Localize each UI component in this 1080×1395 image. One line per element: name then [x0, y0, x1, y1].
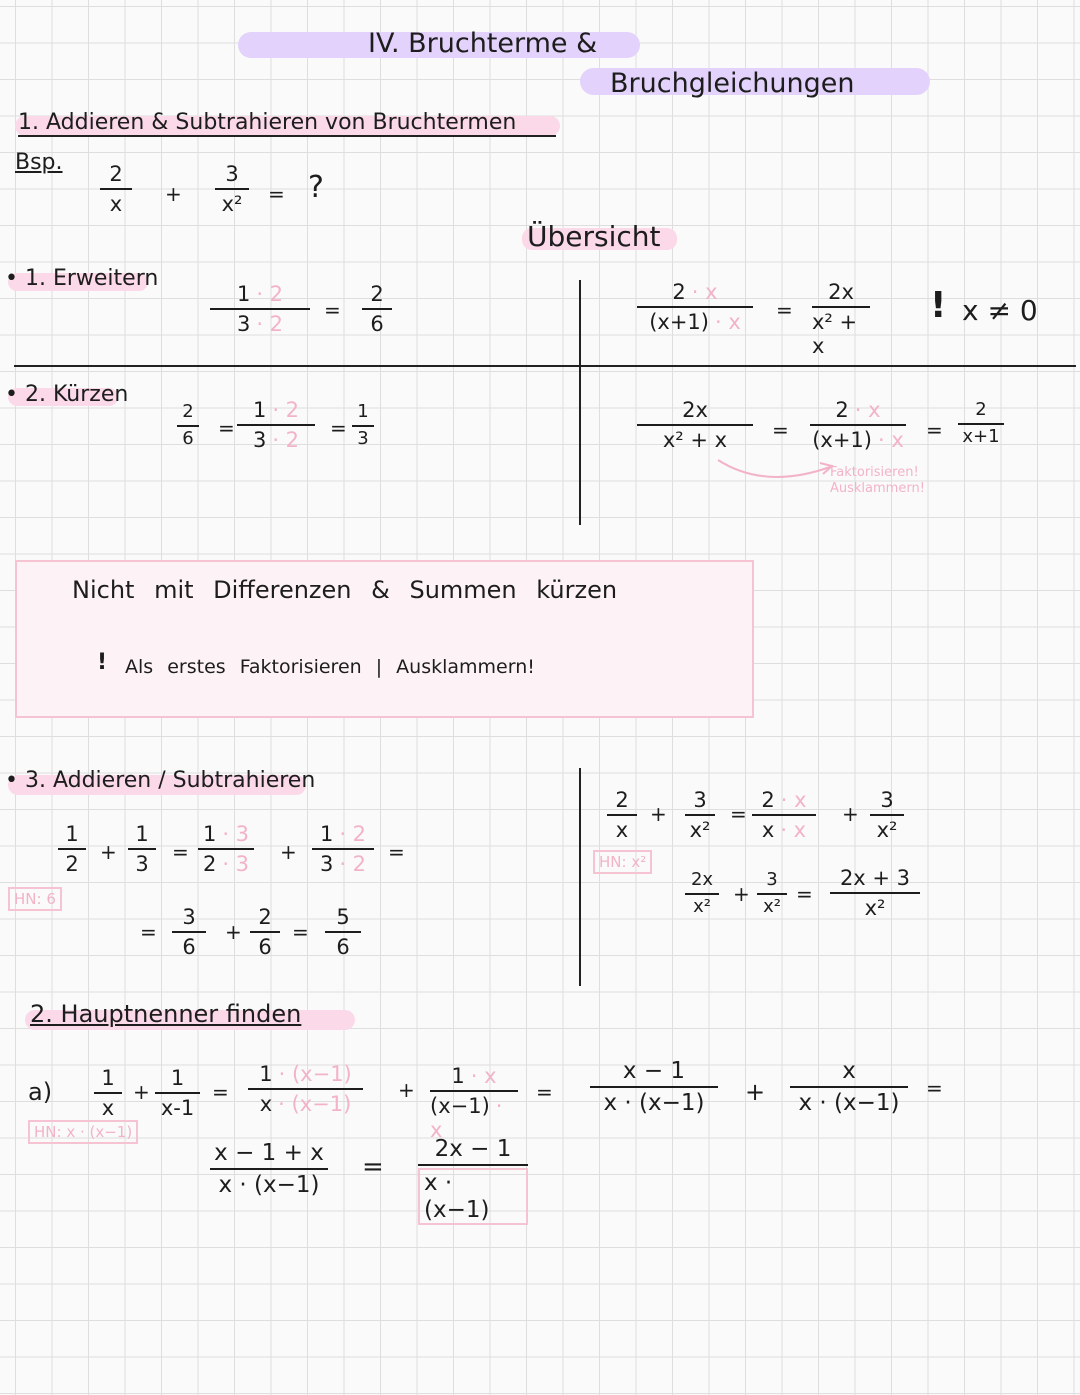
fraction: 2x x² — [685, 870, 719, 917]
operator: = — [730, 802, 747, 826]
fraction: x − 1 x · (x−1) — [590, 1058, 718, 1117]
fraction: 2 x+1 — [958, 400, 1004, 447]
fraction: 3 6 — [172, 905, 206, 959]
note: Faktorisieren! Ausklammern! — [830, 465, 925, 496]
page-title: IV. Bruchterme & — [368, 28, 598, 59]
operator: = — [772, 418, 789, 442]
fraction: 2 6 — [362, 282, 392, 336]
operator: + — [398, 1078, 415, 1102]
fraction: 5 6 — [325, 905, 361, 959]
section-heading: 2. Hauptnenner finden — [30, 1000, 302, 1028]
fraction: 3 x² — [757, 870, 787, 917]
hauptnenner-note: HN: 6 — [8, 887, 62, 911]
fraction: 1 · 3 2 · 3 — [198, 822, 254, 876]
fraction: 2 x — [100, 162, 132, 216]
operator: = — [536, 1080, 553, 1104]
fraction: 2x + 3 x² — [830, 866, 920, 920]
page-title-2: Bruchgleichungen — [610, 68, 855, 99]
fraction: 1 x — [94, 1066, 122, 1120]
warning-icon: ! — [930, 285, 947, 326]
fraction: 1 2 — [58, 822, 86, 876]
operator: + — [733, 882, 750, 906]
fraction: 1 3 — [352, 402, 374, 449]
divider — [579, 768, 581, 986]
operator: = — [330, 416, 347, 440]
step-label: • 3. Addieren / Subtrahieren — [5, 768, 316, 793]
fraction: 2 6 — [250, 905, 280, 959]
operator: = — [776, 298, 793, 322]
operator: + — [100, 840, 117, 864]
operator: = — [388, 840, 405, 864]
fraction: 1 · 2 3 · 2 — [210, 282, 310, 336]
rule-box — [15, 560, 754, 718]
fraction: 1 x-1 — [155, 1066, 200, 1120]
fraction: 2 x — [607, 788, 637, 842]
section-heading: 1. Addieren & Subtrahieren von Bruchtermen — [18, 110, 556, 137]
divider — [579, 280, 581, 525]
overview-heading: Übersicht — [527, 220, 661, 253]
fraction: x − 1 + x x · (x−1) — [210, 1140, 328, 1199]
operator: = — [926, 1076, 943, 1100]
operator: = — [268, 182, 285, 206]
fraction: 3 x² — [215, 162, 249, 216]
fraction: 2 · x x · x — [752, 788, 816, 842]
operator: = — [292, 920, 309, 944]
rule-text: Als erstes Faktorisieren | Ausklammern! — [125, 656, 535, 678]
step-label: • 2. Kürzen — [5, 382, 129, 407]
fraction: 3 x² — [870, 788, 904, 842]
operator: + — [650, 802, 667, 826]
operator: = — [212, 1080, 229, 1104]
condition: x ≠ 0 — [962, 294, 1038, 327]
fraction: 1 3 — [128, 822, 156, 876]
fraction: 2x x² + x — [637, 398, 753, 452]
operator: = — [172, 840, 189, 864]
operator: = — [324, 298, 341, 322]
result-denominator-box: x · (x−1) — [418, 1168, 528, 1225]
fraction: 1 · x (x−1) · x — [430, 1064, 518, 1142]
hauptnenner-note: HN: x · (x−1) — [28, 1120, 138, 1144]
operator: = — [140, 920, 157, 944]
operator: = — [362, 1152, 384, 1182]
operator: + — [280, 840, 297, 864]
fraction: 2 · x (x+1) · x — [810, 398, 906, 452]
warning-icon: ! — [97, 650, 108, 675]
operator: + — [842, 802, 859, 826]
hauptnenner-note: HN: x² — [593, 850, 652, 874]
fraction: 1 · (x−1) x · (x−1) — [248, 1062, 363, 1116]
fraction: 2 · x (x+1) · x — [637, 280, 753, 334]
operator: + — [165, 182, 182, 206]
rule-text: Nicht mit Differenzen & Summen kürzen — [72, 576, 618, 604]
operator: = — [218, 416, 235, 440]
fraction: 2 6 — [177, 402, 199, 449]
divider — [14, 365, 1076, 367]
operator: = — [796, 882, 813, 906]
question-mark: ? — [308, 170, 324, 205]
fraction: 3 x² — [685, 788, 715, 842]
fraction: 1 · 2 3 · 2 — [237, 398, 315, 452]
operator: + — [225, 920, 242, 944]
arrow-icon — [715, 455, 840, 485]
operator: + — [745, 1078, 766, 1106]
example-label: Bsp. — [15, 150, 63, 175]
fraction: 2x x² + x — [812, 280, 870, 358]
step-label: • 1. Erweitern — [5, 266, 159, 291]
operator: = — [926, 418, 943, 442]
item-label: a) — [28, 1078, 53, 1106]
operator: + — [133, 1080, 150, 1104]
fraction: 1 · 2 3 · 2 — [312, 822, 374, 876]
fraction: $\frac{2x - 1}{x \cdot (x-1)}$ — [418, 1136, 528, 1225]
fraction: x x · (x−1) — [790, 1058, 908, 1117]
